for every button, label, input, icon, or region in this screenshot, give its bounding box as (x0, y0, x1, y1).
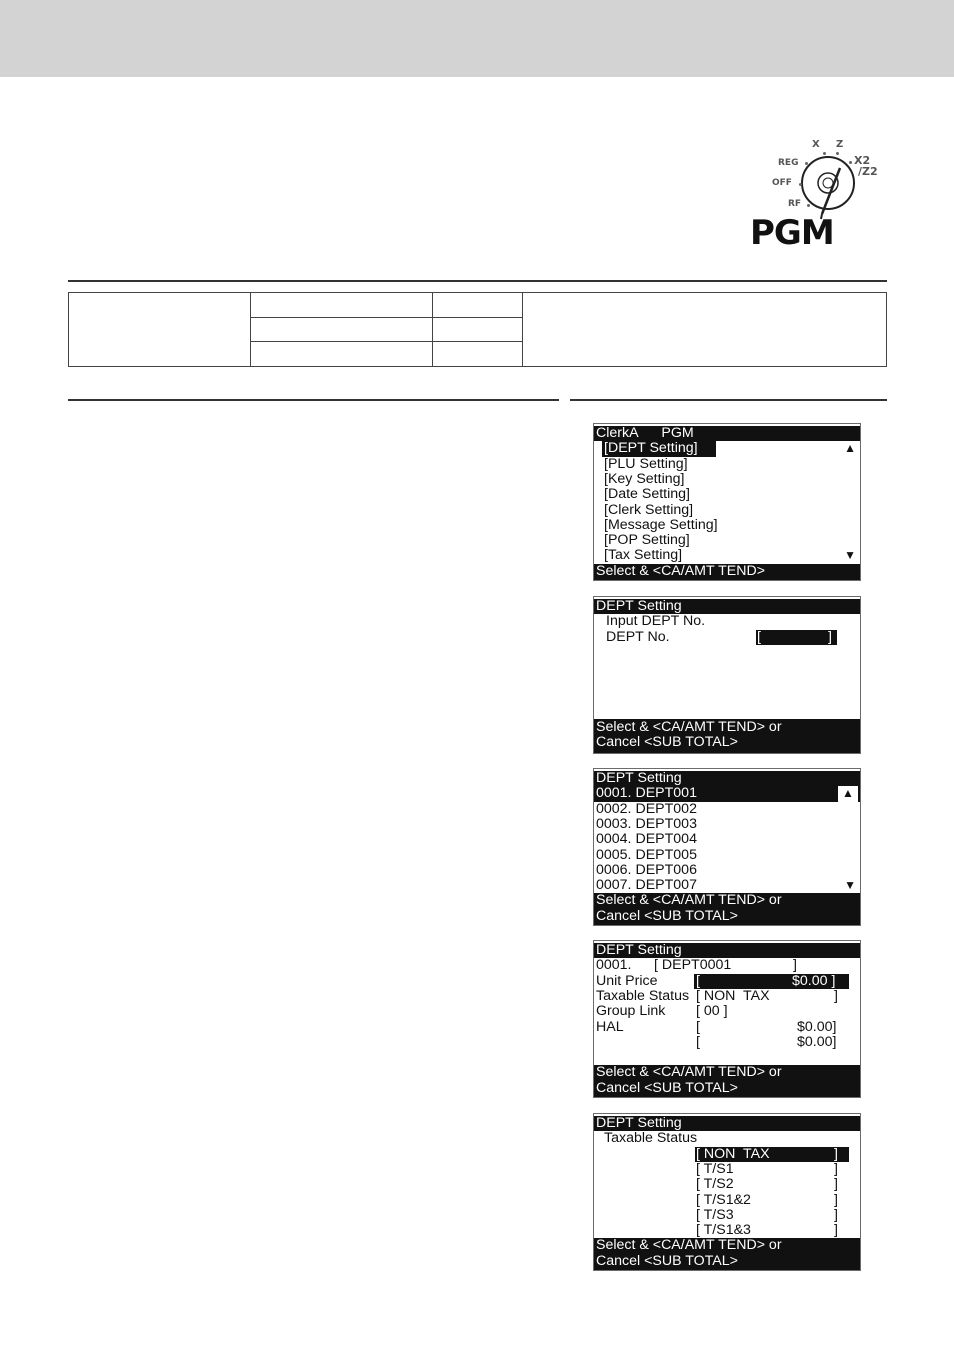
lcd-screen-dept-detail: DEPT Setting 0001. [ DEPT0001 ] Unit Price [ $0.00 ] Taxable Status [ NON TAX ] Group Link [ 00 ] HAL [ $0.00] [ $0.00] Select & <CA/AMT TEND> or Cancel <SUB TOTAL> (593, 940, 861, 1098)
dept-list-item[interactable]: 0003. DEPT003 (596, 815, 697, 832)
menu-item-pop-setting[interactable]: [POP Setting] (604, 532, 690, 549)
program-spec-table (68, 292, 887, 367)
page-header-band (0, 0, 954, 77)
screen-title: DEPT Setting (596, 1115, 682, 1131)
footer-line-1: Select & <CA/AMT TEND> or (596, 892, 782, 909)
input-prompt: Input DEPT No. (606, 613, 706, 630)
lcd-screen-dept-number-input: DEPT Setting Input DEPT No. DEPT No. [ ] Select & <CA/AMT TEND> or Cancel <SUB TOTAL> (593, 596, 861, 754)
unit-price-label: Unit Price (596, 972, 658, 989)
dept-record-number: 0001. (596, 957, 632, 974)
menu-item-plu-setting[interactable]: [PLU Setting] (604, 455, 688, 472)
procedure-column-rule (68, 399, 559, 401)
mode-label-x2: X2 (854, 154, 871, 167)
menu-item-key-setting[interactable]: [Key Setting] (604, 470, 685, 487)
lcd-screen-taxable-status: DEPT Setting Taxable Status [ NON TAX ] [ T/S1 ] [ T/S2 ] [ T/S1&2 ] [ T/S3 ] [ T/S1&3 ] Select & <CA/AMT TEND> or Cancel <SUB TOTAL> (593, 1113, 861, 1271)
dept-no-input[interactable] (756, 630, 837, 645)
scroll-down-icon: ▼ (844, 878, 856, 893)
menu-item-tax-setting[interactable]: [Tax Setting] (604, 547, 683, 564)
menu-item-message-setting[interactable]: [Message Setting] (604, 516, 718, 533)
dept-list-item[interactable]: 0006. DEPT006 (596, 861, 697, 878)
mode-label-rf: RF (788, 199, 802, 209)
tax-option[interactable]: [ T/S3 (696, 1206, 734, 1223)
section-divider (68, 280, 887, 282)
dept-record-name[interactable]: [ DEPT0001 (654, 957, 732, 974)
pgm-mode-label: PGM (750, 213, 834, 253)
menu-item-date-setting[interactable]: [Date Setting] (604, 486, 690, 503)
footer-line-1: Select & <CA/AMT TEND> (596, 562, 765, 579)
scroll-down-icon: ▼ (844, 548, 856, 563)
screen-title: DEPT Setting (596, 942, 682, 958)
unit-price-value: $0.00 ] (792, 972, 836, 989)
group-link-label: Group Link (596, 1003, 666, 1020)
footer-line-1: Select & <CA/AMT TEND> or (596, 1064, 782, 1081)
footer-line-1: Select & <CA/AMT TEND> or (596, 719, 782, 735)
scroll-up-icon: ▲ (838, 786, 858, 801)
mode-label-z: Z (836, 139, 844, 150)
hal-value[interactable]: $0.00] (797, 1033, 837, 1050)
mode-label-z2: /Z2 (858, 165, 878, 178)
dept-list-item[interactable]: 0004. DEPT004 (596, 831, 697, 848)
display-column-rule (570, 399, 887, 401)
taxable-status-value[interactable]: [ NON TAX (696, 987, 770, 1004)
footer-line-2: Cancel <SUB TOTAL> (596, 1252, 738, 1269)
footer-line-2: Cancel <SUB TOTAL> (596, 907, 738, 924)
footer-line-2: Cancel <SUB TOTAL> (596, 1079, 738, 1096)
dept-no-label: DEPT No. (606, 628, 670, 645)
menu-item-dept-setting[interactable]: [DEPT Setting] (604, 440, 698, 457)
mode-label-off: OFF (772, 178, 792, 188)
dept-list-item[interactable]: 0007. DEPT007 (596, 877, 697, 894)
screen-title: DEPT Setting (596, 598, 682, 614)
scroll-up-icon: ▲ (844, 441, 856, 456)
mode-label-x: X (812, 139, 820, 150)
footer-line-1: Select & <CA/AMT TEND> or (596, 1237, 782, 1254)
footer-line-2: Cancel <SUB TOTAL> (596, 734, 738, 751)
mode-switch-dial (748, 132, 898, 257)
group-link-value[interactable]: [ 00 ] (696, 1003, 728, 1020)
tax-option[interactable]: [ T/S1&2 (696, 1191, 751, 1208)
lcd-screen-dept-list (593, 768, 861, 926)
dept-list-item[interactable]: 0005. DEPT005 (596, 846, 697, 863)
dept-list-item[interactable]: 0002. DEPT002 (596, 800, 697, 817)
dept-list-item-selected[interactable]: 0001. DEPT001 (596, 785, 697, 802)
taxable-status-label: Taxable Status (596, 987, 690, 1004)
mode-label-reg: REG (778, 158, 799, 168)
tax-option[interactable]: [ T/S2 (696, 1176, 734, 1193)
tax-option-selected[interactable]: [ NON TAX (696, 1145, 770, 1162)
screen-subtitle: Taxable Status (604, 1130, 698, 1147)
hal-label: HAL (596, 1018, 624, 1035)
tax-option[interactable]: [ T/S1 (696, 1160, 734, 1177)
screen-title: DEPT Setting (596, 770, 682, 786)
screen-title: ClerkA PGM (596, 425, 694, 441)
hal-value[interactable]: $0.00] (797, 1018, 837, 1035)
menu-item-clerk-setting[interactable]: [Clerk Setting] (604, 501, 694, 518)
tax-option[interactable]: [ T/S1&3 (696, 1222, 751, 1239)
lcd-screen-pgm-menu (593, 423, 861, 581)
